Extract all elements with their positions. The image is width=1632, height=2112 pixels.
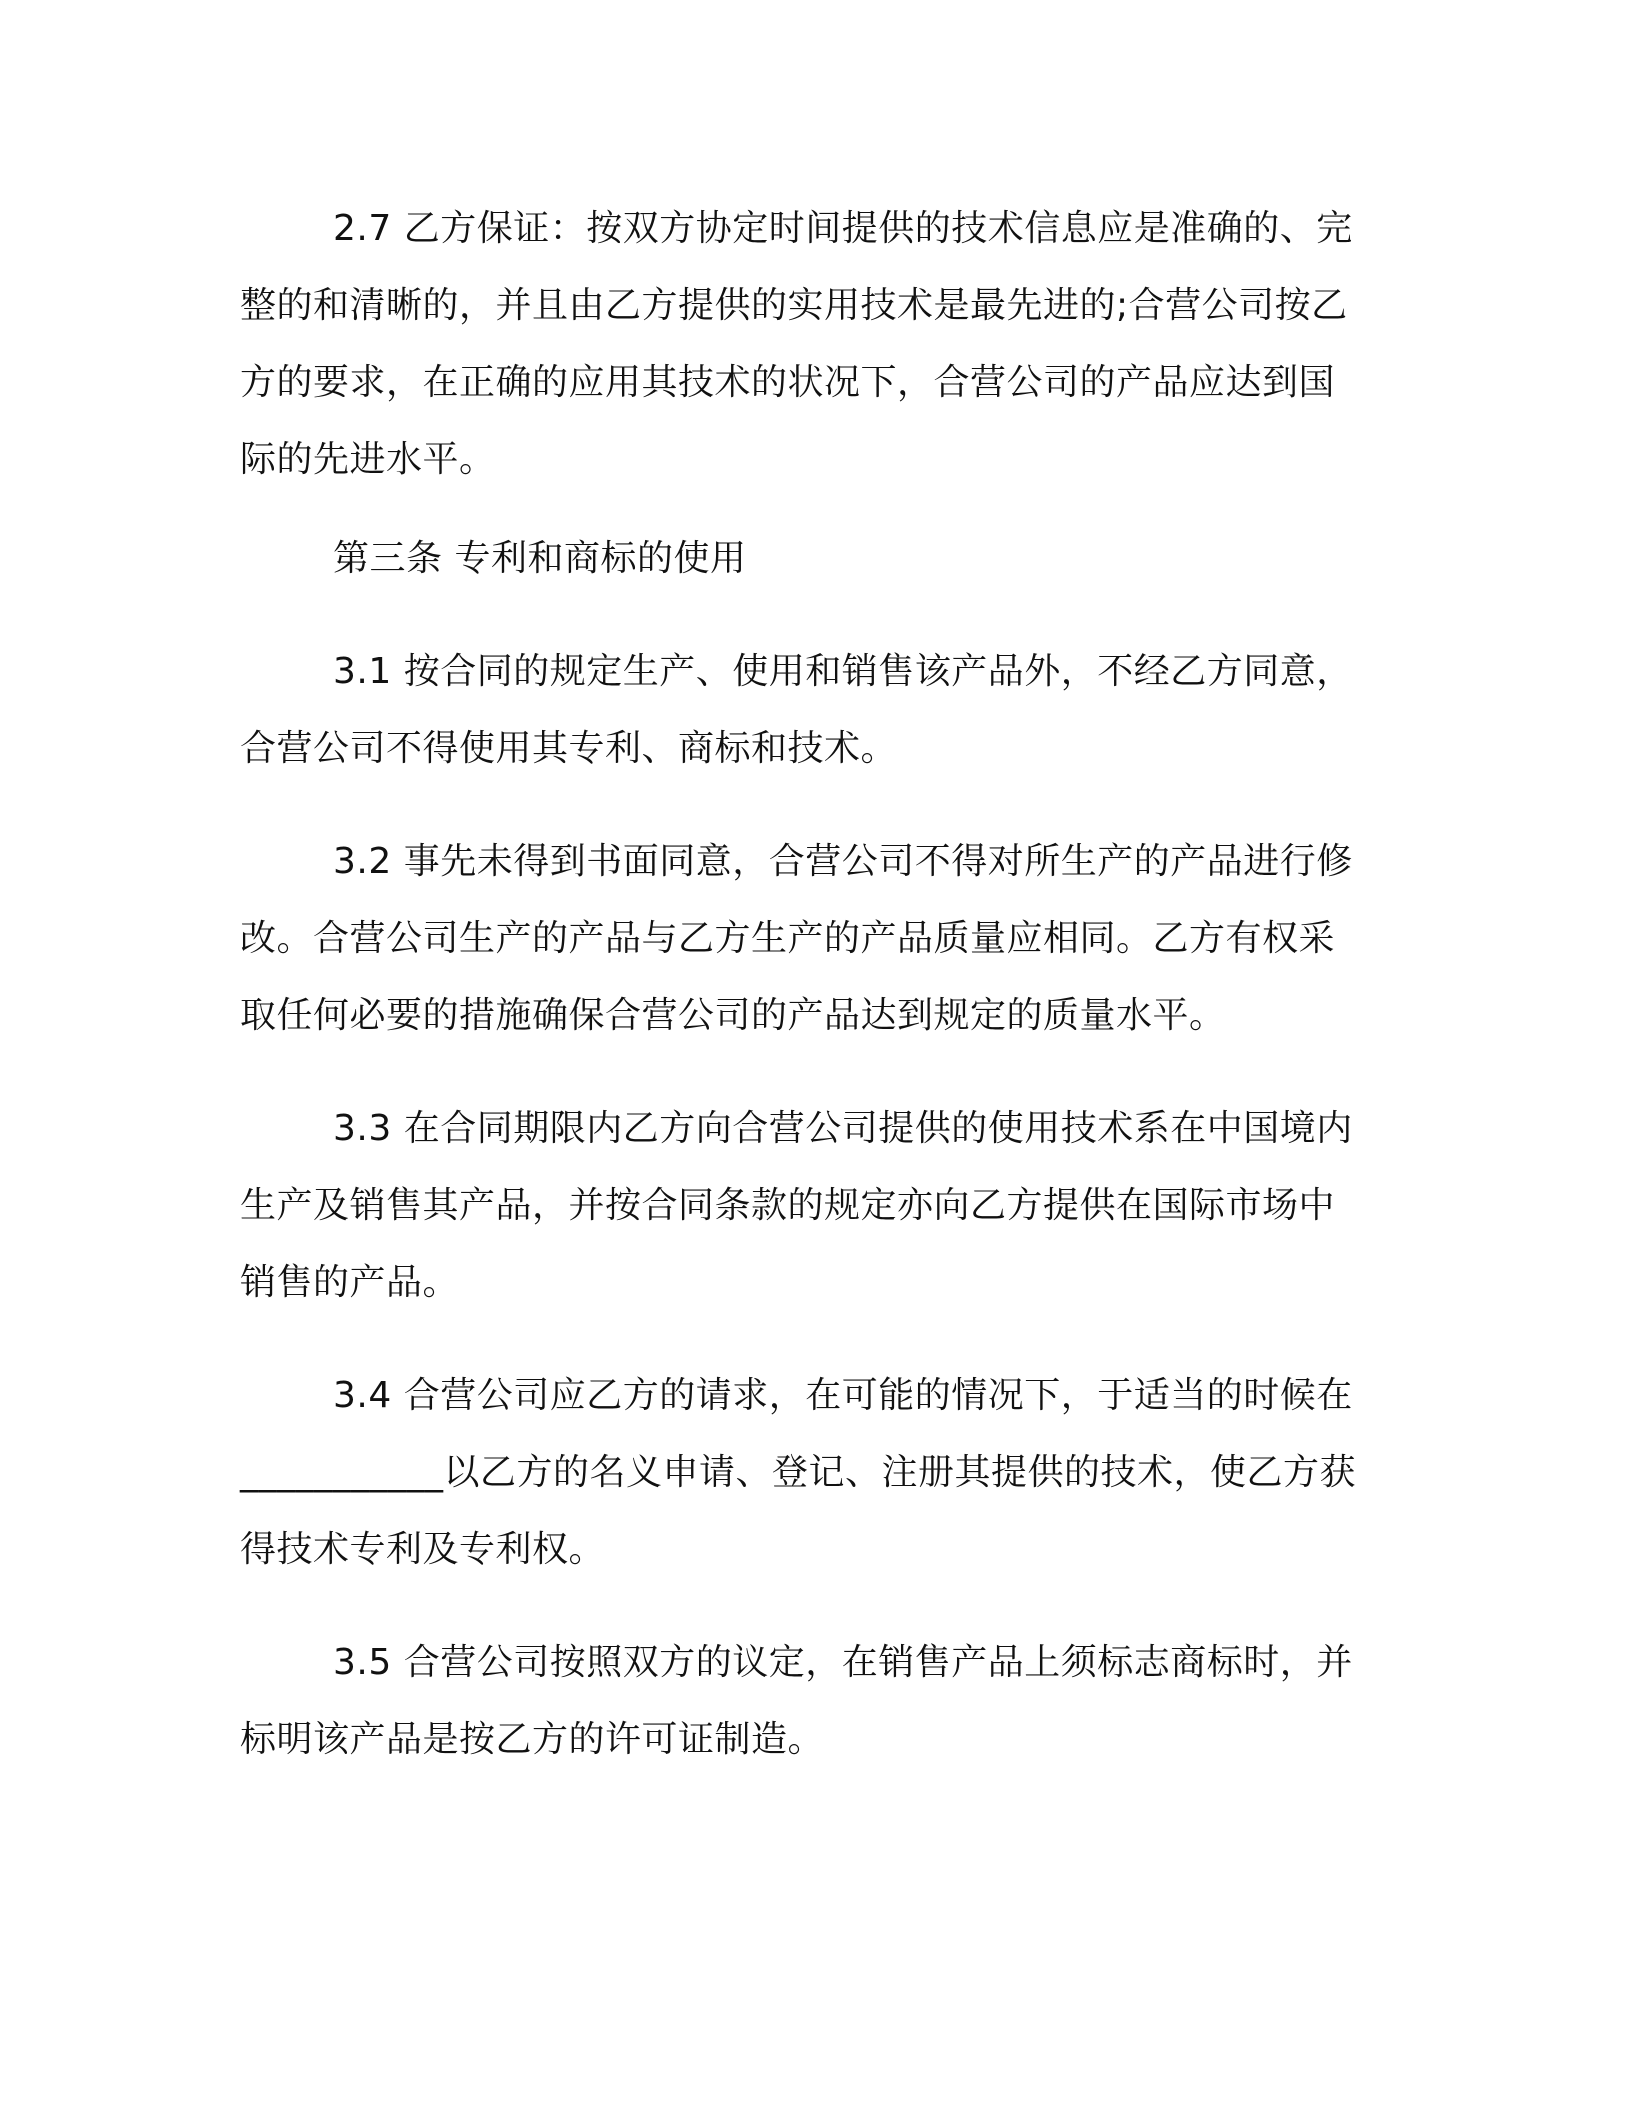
text-line: 3.4 合营公司应乙方的请求，在可能的情况下，于适当的时候在	[333, 1375, 1353, 1416]
heading-line: 第三条 专利和商标的使用	[333, 538, 747, 579]
text-line: 际的先进水平。	[240, 439, 496, 480]
text-line: 3.2 事先未得到书面同意，合营公司不得对所生产的产品进行修	[333, 841, 1353, 882]
clause-3-5	[240, 1624, 1372, 1778]
text-line: 整的和清晰的，并且由乙方提供的实用技术是最先进的;合营公司按乙	[240, 285, 1348, 326]
text-line: 生产及销售其产品，并按合同条款的规定亦向乙方提供在国际市场中	[240, 1185, 1336, 1226]
clause-3-4	[240, 1357, 1372, 1588]
clause-3-2	[240, 823, 1372, 1054]
text-line: 2.7 乙方保证：按双方协定时间提供的技术信息应是准确的、完	[333, 208, 1353, 249]
text-line: 标明该产品是按乙方的许可证制造。	[240, 1719, 825, 1760]
clause-2-7	[240, 190, 1372, 498]
article-3-heading	[240, 520, 1372, 597]
text-line: 方的要求，在正确的应用其技术的状况下，合营公司的产品应达到国	[240, 362, 1336, 403]
text-line: 3.1 按合同的规定生产、使用和销售该产品外，不经乙方同意，	[333, 651, 1353, 692]
text-line: 3.3 在合同期限内乙方向合营公司提供的使用技术系在中国境内	[333, 1108, 1353, 1149]
text-line: 取任何必要的措施确保合营公司的产品达到规定的质量水平。	[240, 995, 1226, 1036]
text-line: 合营公司不得使用其专利、商标和技术。	[240, 728, 898, 769]
clause-3-3	[240, 1090, 1372, 1321]
text-line: 得技术专利及专利权。	[240, 1529, 606, 1570]
text-line: 3.5 合营公司按照双方的议定，在销售产品上须标志商标时，并	[333, 1642, 1353, 1683]
document-page	[240, 190, 1372, 1778]
clause-3-1	[240, 633, 1372, 787]
text-line: 改。合营公司生产的产品与乙方生产的产品质量应相同。乙方有权采	[240, 918, 1336, 959]
text-line: ___________以乙方的名义申请、登记、注册其提供的技术，使乙方获	[240, 1452, 1357, 1493]
text-line: 销售的产品。	[240, 1262, 460, 1303]
